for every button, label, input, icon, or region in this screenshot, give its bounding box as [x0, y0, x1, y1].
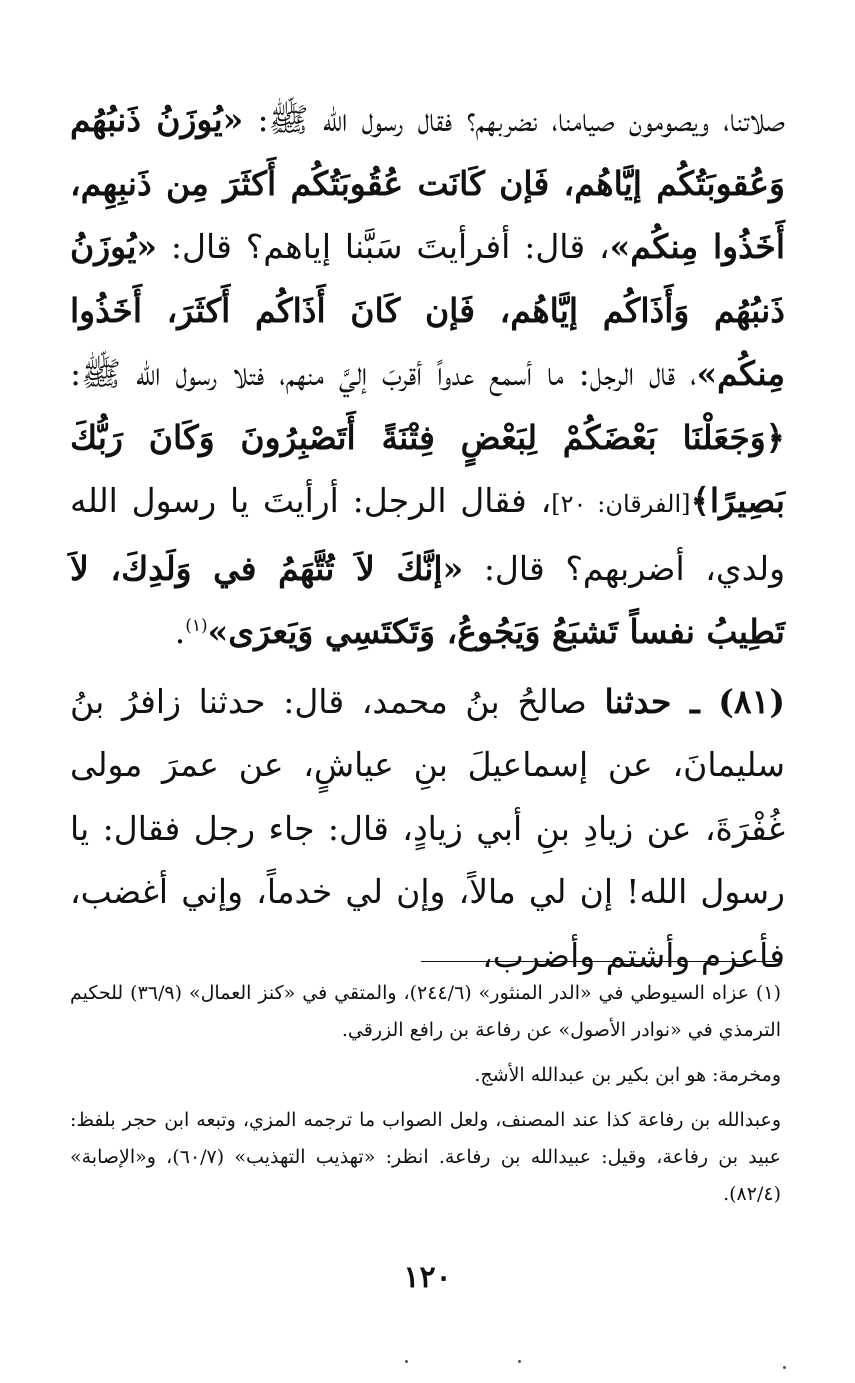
footnote-note: وعبدالله بن رفاعة كذا عند المصنف، ولعل الصواب ما ترجمه المزي، وتبعه ابن حجر بلفظ: عبيد بن رفاعة، وقيل: عبيدالله بن رفاعة. انظر: «تهذيب التهذيب» (٦٠/٧)، و«الإصابة» (٨٢/٤).	[70, 1109, 781, 1205]
scan-speck	[783, 1366, 786, 1369]
quran-verse: ﴿وَجَعَلْنَا بَعْضَكُمْ لِبَعْضٍ فِتْنَةً أَتَصْبِرُونَ وَكَانَ رَبُّكَ بَصِيرًا﴾	[70, 417, 785, 520]
narration-text: ، فقال الرجل: أرأيتَ يا رسول الله ولدي، أضربهم؟ قال:	[70, 481, 786, 588]
footnote-divider	[421, 961, 781, 962]
hadith-number: (٨١) ـ حدثنا	[604, 681, 785, 721]
scan-speck	[518, 1360, 521, 1363]
page-number: ١٢٠	[403, 1260, 452, 1295]
sentence-end: .	[174, 612, 186, 651]
main-text	[70, 88, 785, 987]
hadith-quote: «إنَّكَ لاَ تُتَّهَمُ في وَلَدِكَ، لاَ تَطِيبُ نفساً تَشبَعُ وَيَجُوعُ، وَتَكتَسِي وَيَعرَى»	[70, 548, 785, 651]
hadith-quote: «يُوزَنُ ذَنبُهُم وَعُقوبَتُكُم إيَّاهُم، فَإن كَانَت عُقُوبَتُكُم أَكثَرَ مِن ذَنبِهِم، أَخَذُوا مِنكُم»	[70, 100, 785, 266]
footnote-marker[interactable]: (١)	[185, 616, 208, 636]
scan-speck	[405, 1360, 408, 1363]
hadith-quote: «يُوزَنُ ذَنبُهُم وَأَذَاكُم إيَّاهُم، فَإن كَانَ أَذَاكُم أَكثَرَ، أَخَذُوا مِنكُم»	[70, 227, 785, 393]
paragraph-hadith-81	[70, 670, 785, 988]
quran-reference: [الفرقان: ٢٠]	[551, 490, 691, 518]
paragraph-hadith-80-continuation	[70, 88, 785, 664]
narration-text: ، قال الرجل: ما أسمع عدواً أقربَ إليَّ منهم، فتلا رسول الله ﷺ:	[70, 354, 697, 393]
narration-text: ، قال: أفرأيتَ سَبَّنا إياهم؟ قال:	[170, 227, 610, 266]
narration-text: صلاتنا، ويصومون صيامنا، نضربهم؟ فقال رسول الله ﷺ:	[257, 100, 786, 139]
footnote-1: (١) عزاه السيوطي في «الدر المنثور» (٢٤٤/٦)، والمتقي في «كنز العمال» (٣٦/٩) للحكيم الترمذي في «نوادر الأصول» عن رفاعة بن رافع الزرقي.	[70, 982, 781, 1041]
footnote-note: ومخرمة: هو ابن بكير بن عبدالله الأشج.	[474, 1064, 781, 1086]
footnotes	[70, 975, 781, 1213]
narration-text: صالحُ بنُ محمد، قال: حدثنا زافرُ بنُ سليمانَ، عن إسماعيلَ بنِ عياشٍ، عن عمرَ مولى غُفْرَةَ، عن زيادِ بنِ أبي زيادٍ، قال: جاء رجل فقال: يا رسول الله! إن لي مالاً، وإن لي خدماً، وإني أغضب، فأعزم وأشتم وأضرب،	[70, 681, 785, 975]
